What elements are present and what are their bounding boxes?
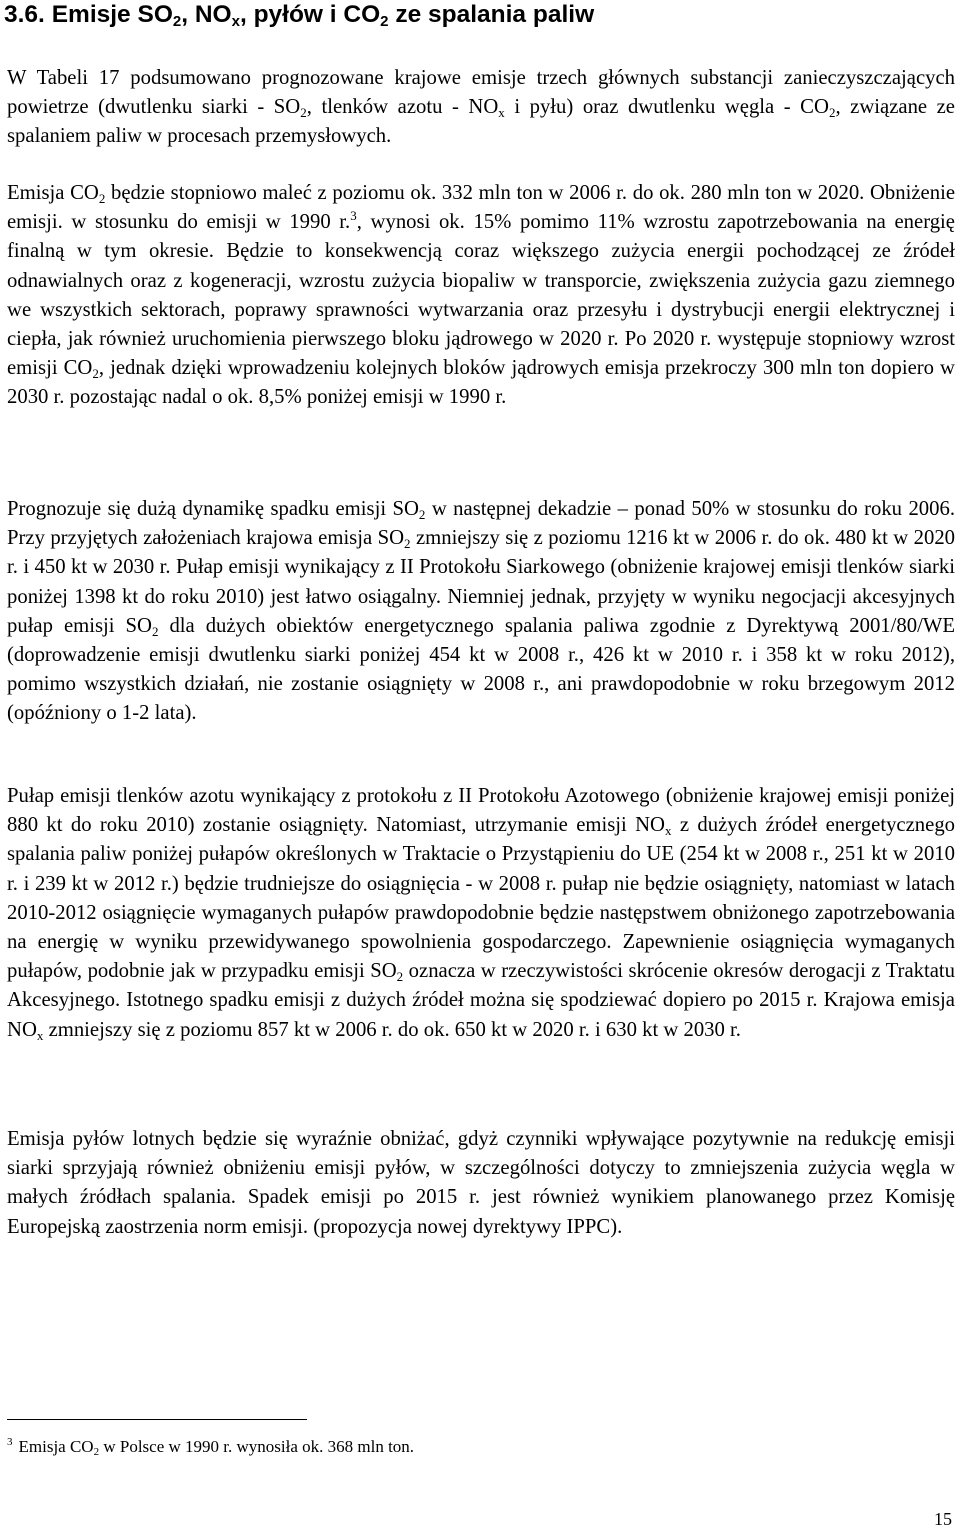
subscript: 2 [396,969,404,985]
subscript: 2 [98,191,106,206]
paragraph-co2 [7,179,955,413]
paragraph-text: w następnej dekadzie – ponad 50% w stosunku do roku 2006. Przy przyjętych założeniach krajowa emisja SO [7,498,955,550]
paragraph-dust [7,1125,955,1242]
section-number: 3.6. [4,1,45,28]
paragraph-text: W Tabeli 17 podsumowano prognozowane krajowe emisje trzech głównych substancji zanieczyszczających powietrze (dwutlenku siarki - SO [7,67,955,119]
heading-text: , pyłów i CO [239,1,381,28]
subscript: 2 [418,507,426,522]
subscript: x [36,1027,44,1043]
paragraph-text: będzie stopniowo maleć z poziomu ok. 332 mln ton w 2006 r. do ok. 280 mln ton w 2020. Obniżenie emisji. w stosunku do emisji w 1990 r. [7,182,955,234]
paragraph-text: dla dużych obiektów energetycznego spalania paliwa zgodnie z Dyrektywą 2001/80/WE (doprowadzenie emisji dwutlenku siarki poniżej 454 kt w 2008 r., 426 kt w 2010 r. i 358 kt w roku 2012), pomimo wszystkich działań, nie zostanie osiągnięty w 2008 r., ani prawdopodobnie w roku brzegowym 2012 (opóźniony o 1-2 lata). [7,614,955,725]
paragraph-text: Emisja pyłów lotnych będzie się wyraźnie obniżać, gdyż czynniki wpływające pozytywnie na redukcję emisji siarki sprzyjają również obniżeniu emisji pyłów, w szczególności dotyczy to zmniejszenia zużycia węgla w małych źródłach spalania. Spadek emisji po 2015 r. jest również wynikiem planowanego przez Komisję Europejską zaostrzenia norm emisji. (propozycja nowej dyrektywy IPPC). [7,1128,955,1238]
subscript: x [231,13,240,30]
footnote-text: w Polsce w 1990 r. wynosiła ok. 368 mln ton. [99,1437,415,1456]
paragraph-so2 [7,495,955,729]
paragraph-text: Emisja CO [7,182,99,204]
subscript: 2 [828,105,836,121]
heading-text: Emisje SO [51,1,173,28]
subscript: 2 [404,536,411,552]
footnote-text: Emisja CO [18,1437,94,1456]
paragraph-nox [7,782,955,1045]
paragraph-text: i pyłu) oraz dwutlenku węgla - CO [504,96,829,119]
paragraph-text: z dużych źródeł energetycznego spalania paliw poniżej pułapów określonych w Traktacie o Przystąpieniu do UE (254 kt w 2008 r., 251 kt w 2010 r. i 239 kt w 2012 r.) będzie trudniejsze do osiągnięcia - w 2008 r. pułap nie będzie osiągnięty, natomiast w latach 2010-2012 osiągnięcie wymaganych pułapów prawdopodobnie będzie następstwem obniżonego zapotrzebowania na energię w wyniku przewidywanego spowolnienia gospodarczego. Zapewnienie osiągnięcia wymaganych pułapów, podobnie jak w przypadku emisji SO [7,814,956,983]
paragraph-text: oznacza w rzeczywistości skrócenie okresów derogacji z Traktatu Akcesyjnego. Istotnego spadku emisji z dużych źródeł można się spodziewać dopiero po 2015 r. Krajowa emisja NO [7,960,955,1041]
subscript: 2 [172,13,182,30]
subscript: x [665,823,672,839]
footnote-reference[interactable]: 3 [350,208,357,224]
paragraph-text: , tlenków azotu - NO [306,96,499,119]
paragraph-text: , związane ze spalaniem paliw w procesach przemysłowych. [7,96,955,148]
footnote [7,1436,907,1458]
footnote-mark: 3 [7,1436,13,1448]
subscript: 2 [151,623,159,639]
paragraph-text: zmniejszy się z poziomu 1216 kt w 2006 r. do ok. 480 kt w 2020 r. i 450 kt w 2030 r. Pułap emisji wynikający z II Protokołu Siarkowego (obniżenie krajowej emisji tlenków siarki poniżej 1398 kt do roku 2010) jest łatwo osiągalny. Niemniej jednak, przyjęty w wyniku negocjacji akcesyjnych pułap emisji SO [7,527,956,637]
paragraph-text: , jednak dzięki wprowadzeniu kolejnych bloków jądrowych emisja przekroczy 300 mln ton dopiero w 2030 r. pozostając nadal o ok. 8,5% poniżej emisji w 1990 r. [7,357,955,409]
subscript: 2 [380,13,389,30]
subscript: 2 [92,366,99,382]
page-number: 15 [934,1509,952,1529]
paragraph-text: Prognozuje się dużą dynamikę spadku emisji SO [7,498,419,520]
subscript: 2 [93,1446,100,1458]
subscript: x [498,105,505,121]
paragraph-text: zmniejszy się z poziomu 857 kt w 2006 r. do ok. 650 kt w 2020 r. i 630 kt w 2030 r. [43,1018,741,1041]
footnote-separator [7,1419,307,1420]
heading-text: ze spalania paliw [388,1,595,28]
section-heading [4,0,954,30]
paragraph-text: Pułap emisji tlenków azotu wynikający z protokołu z II Protokołu Azotowego (obniżenie krajowej emisji poniżej 880 kt do roku 2010) zostanie osiągnięty. Natomiast, utrzymanie emisji NO [7,785,955,837]
heading-text: , NO [181,1,232,28]
subscript: 2 [300,105,307,121]
paragraph-summary [7,64,955,152]
paragraph-text: , wynosi ok. 15% pomimo 11% wzrostu zapotrzebowania na energię finalną w tym okresie. Będzie to konsekwencją coraz większego zużycia energii pochodzącej ze źródeł odnawialnych oraz z kogeneracji, wzrostu zużycia biopaliw w transporcie, zwiększenia zużycia gazu ziemnego we wszystkich sektorach, poprawy sprawności wytwarzania oraz przesyłu i dystrybucji energii elektrycznej i ciepła, jak również uruchomienia pierwszego bloku jądrowego w 2020 r. Po 2020 r. występuje stopniowy wzrost emisji CO [7,211,955,380]
